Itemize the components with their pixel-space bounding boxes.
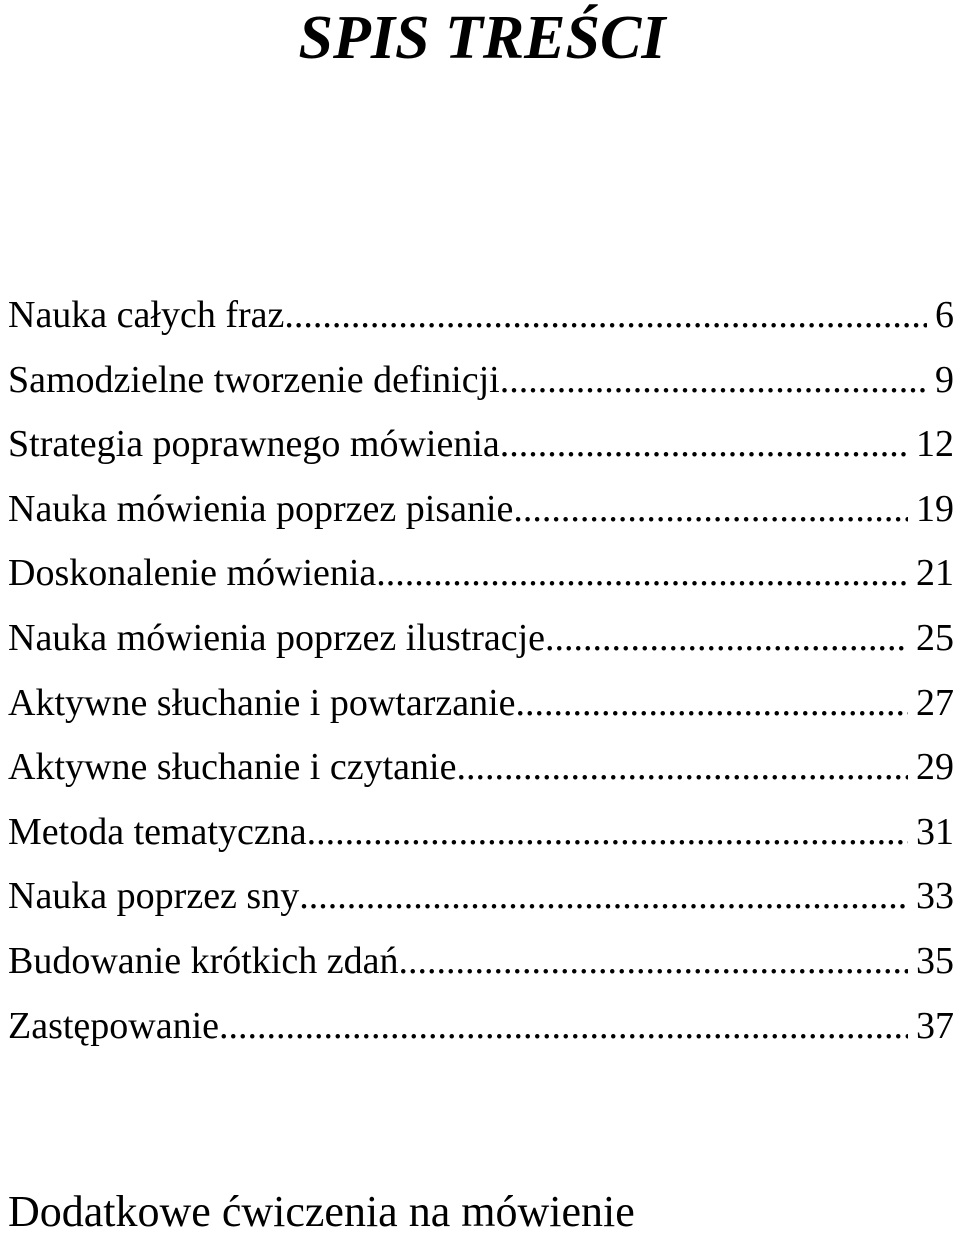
toc-entry[interactable]: [8, 283, 954, 348]
toc-entry[interactable]: [8, 412, 954, 477]
toc-entry-page: 35: [916, 939, 954, 982]
toc-entry[interactable]: [8, 864, 954, 929]
toc-entry[interactable]: [8, 348, 954, 413]
toc-dot-leader: [500, 412, 908, 476]
toc-entry[interactable]: [8, 477, 954, 542]
toc-entry-page: 37: [916, 1004, 954, 1047]
toc-dot-leader: [513, 477, 908, 541]
toc-dot-leader: [299, 864, 908, 928]
toc-entry-label: Aktywne słuchanie i czytanie: [8, 746, 457, 789]
toc-entry-page: 29: [916, 746, 954, 789]
toc-entry[interactable]: [8, 800, 954, 865]
toc-entry-page: 19: [916, 487, 954, 530]
toc-entry-label: Aktywne słuchanie i powtarzanie: [8, 681, 516, 724]
toc-entry-page: 21: [916, 552, 954, 595]
toc-entry-page: 31: [916, 810, 954, 853]
toc-entry-label: Nauka mówienia poprzez ilustracje: [8, 616, 546, 659]
toc-entry-label: Budowanie krótkich zdań: [8, 939, 399, 982]
toc-dot-leader: [456, 735, 908, 799]
toc-entry-label: Zastępowanie: [8, 1004, 220, 1047]
page-title: SPIS TREŚCI: [298, 4, 666, 72]
section-heading: Dodatkowe ćwiczenia na mówienie: [8, 1187, 635, 1236]
toc-entry[interactable]: [8, 735, 954, 800]
toc-dot-leader: [500, 348, 927, 412]
toc-dot-leader: [219, 994, 908, 1058]
toc-entry[interactable]: [8, 606, 954, 671]
toc-entry-page: 6: [935, 294, 954, 336]
toc-entry-page: 27: [916, 681, 954, 724]
toc-dot-leader: [284, 283, 927, 347]
toc-entry[interactable]: [8, 929, 954, 994]
toc-entry-label: Metoda tematyczna: [8, 810, 307, 853]
toc-dot-leader: [516, 671, 908, 735]
toc-entry[interactable]: [8, 994, 954, 1059]
table-of-contents: [8, 283, 954, 1058]
toc-dot-leader: [307, 800, 908, 864]
toc-entry[interactable]: [8, 671, 954, 736]
toc-entry-label: Nauka mówienia poprzez pisanie: [8, 487, 514, 530]
toc-entry-page: 12: [916, 423, 954, 466]
toc-entry-label: Nauka całych fraz: [8, 294, 285, 336]
toc-entry-label: Doskonalenie mówienia: [8, 552, 377, 595]
toc-entry[interactable]: [8, 541, 954, 606]
toc-entry-page: 33: [916, 875, 954, 918]
toc-dot-leader: [545, 606, 908, 670]
toc-dot-leader: [398, 929, 908, 993]
toc-dot-leader: [376, 541, 908, 605]
toc-entry-label: Strategia poprawnego mówienia: [8, 423, 500, 466]
toc-entry-label: Nauka poprzez sny: [8, 875, 300, 918]
toc-entry-label: Samodzielne tworzenie definicji: [8, 358, 500, 401]
toc-entry-page: 9: [935, 358, 954, 401]
toc-entry-page: 25: [916, 616, 954, 659]
